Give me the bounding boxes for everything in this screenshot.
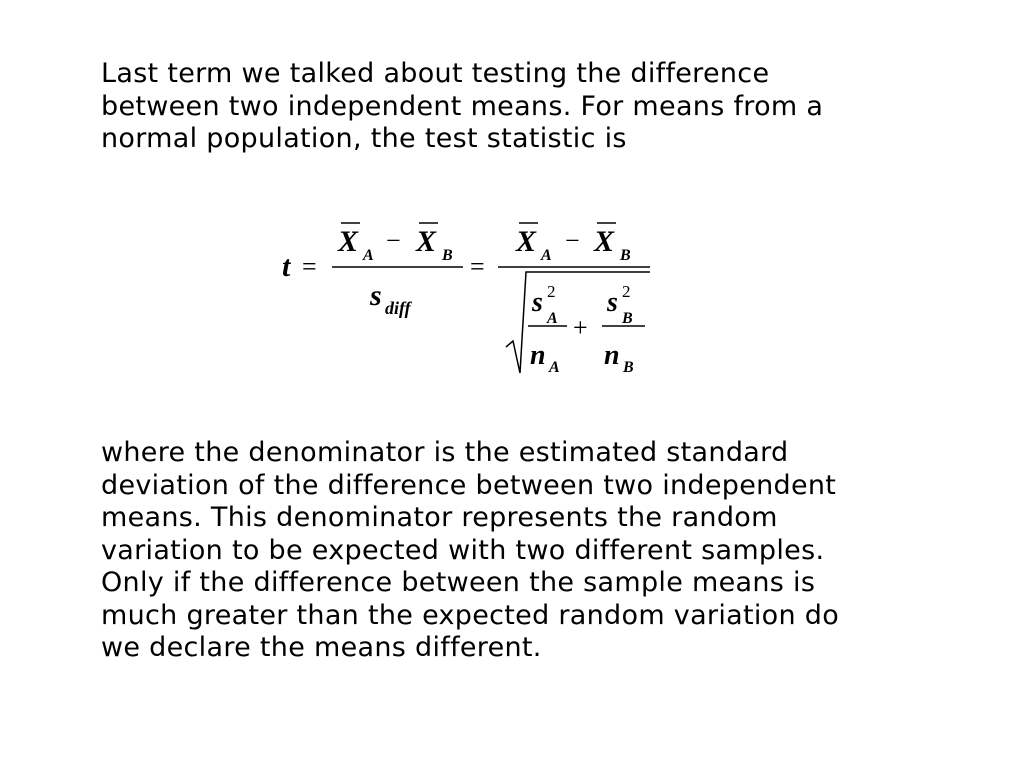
formula-minus-2: − [565,226,580,255]
formula-svg [270,205,670,390]
formula-xa-2: X [516,225,537,258]
formula-xb-2: X [594,225,615,258]
formula-sq-b: 2 [622,282,631,301]
formula-s-diff: s [370,279,382,312]
formula-s-b: s [607,287,618,318]
formula-sub-a-2: A [541,247,552,264]
formula-equals-1: = [302,252,317,281]
formula-sub-b-3: B [622,310,633,327]
explanation-paragraph: where the denominator is the estimated standard deviation of the difference between two independent means. This denominator represents the random variation to be expected with two different samples. Only if the difference between the sample means is much greater than the expected random variation do we declare the means different. [101,437,840,663]
formula-n-a: n [530,340,546,371]
formula-s-a: s [532,287,543,318]
formula-sub-diff: diff [385,298,411,318]
formula-sub-a-4: A [549,359,560,376]
formula-plus: + [573,313,588,342]
formula-sq-a: 2 [547,282,556,301]
formula-sub-a-3: A [547,310,558,327]
formula-sub-a-1: A [363,247,374,264]
formula-sub-b-2: B [620,247,631,264]
formula-minus-1: − [386,226,401,255]
formula-equals-2: = [470,252,485,281]
formula-sub-b-1: B [442,247,453,264]
t-statistic-formula [270,205,670,390]
formula-t: t [282,250,291,283]
formula-n-b: n [604,340,620,371]
formula-xb-1: X [416,225,437,258]
formula-sub-b-4: B [623,359,634,376]
formula-xa-1: X [338,225,359,258]
intro-paragraph: Last term we talked about testing the difference between two independent means. For means from a normal population, the test statistic is [101,58,824,154]
